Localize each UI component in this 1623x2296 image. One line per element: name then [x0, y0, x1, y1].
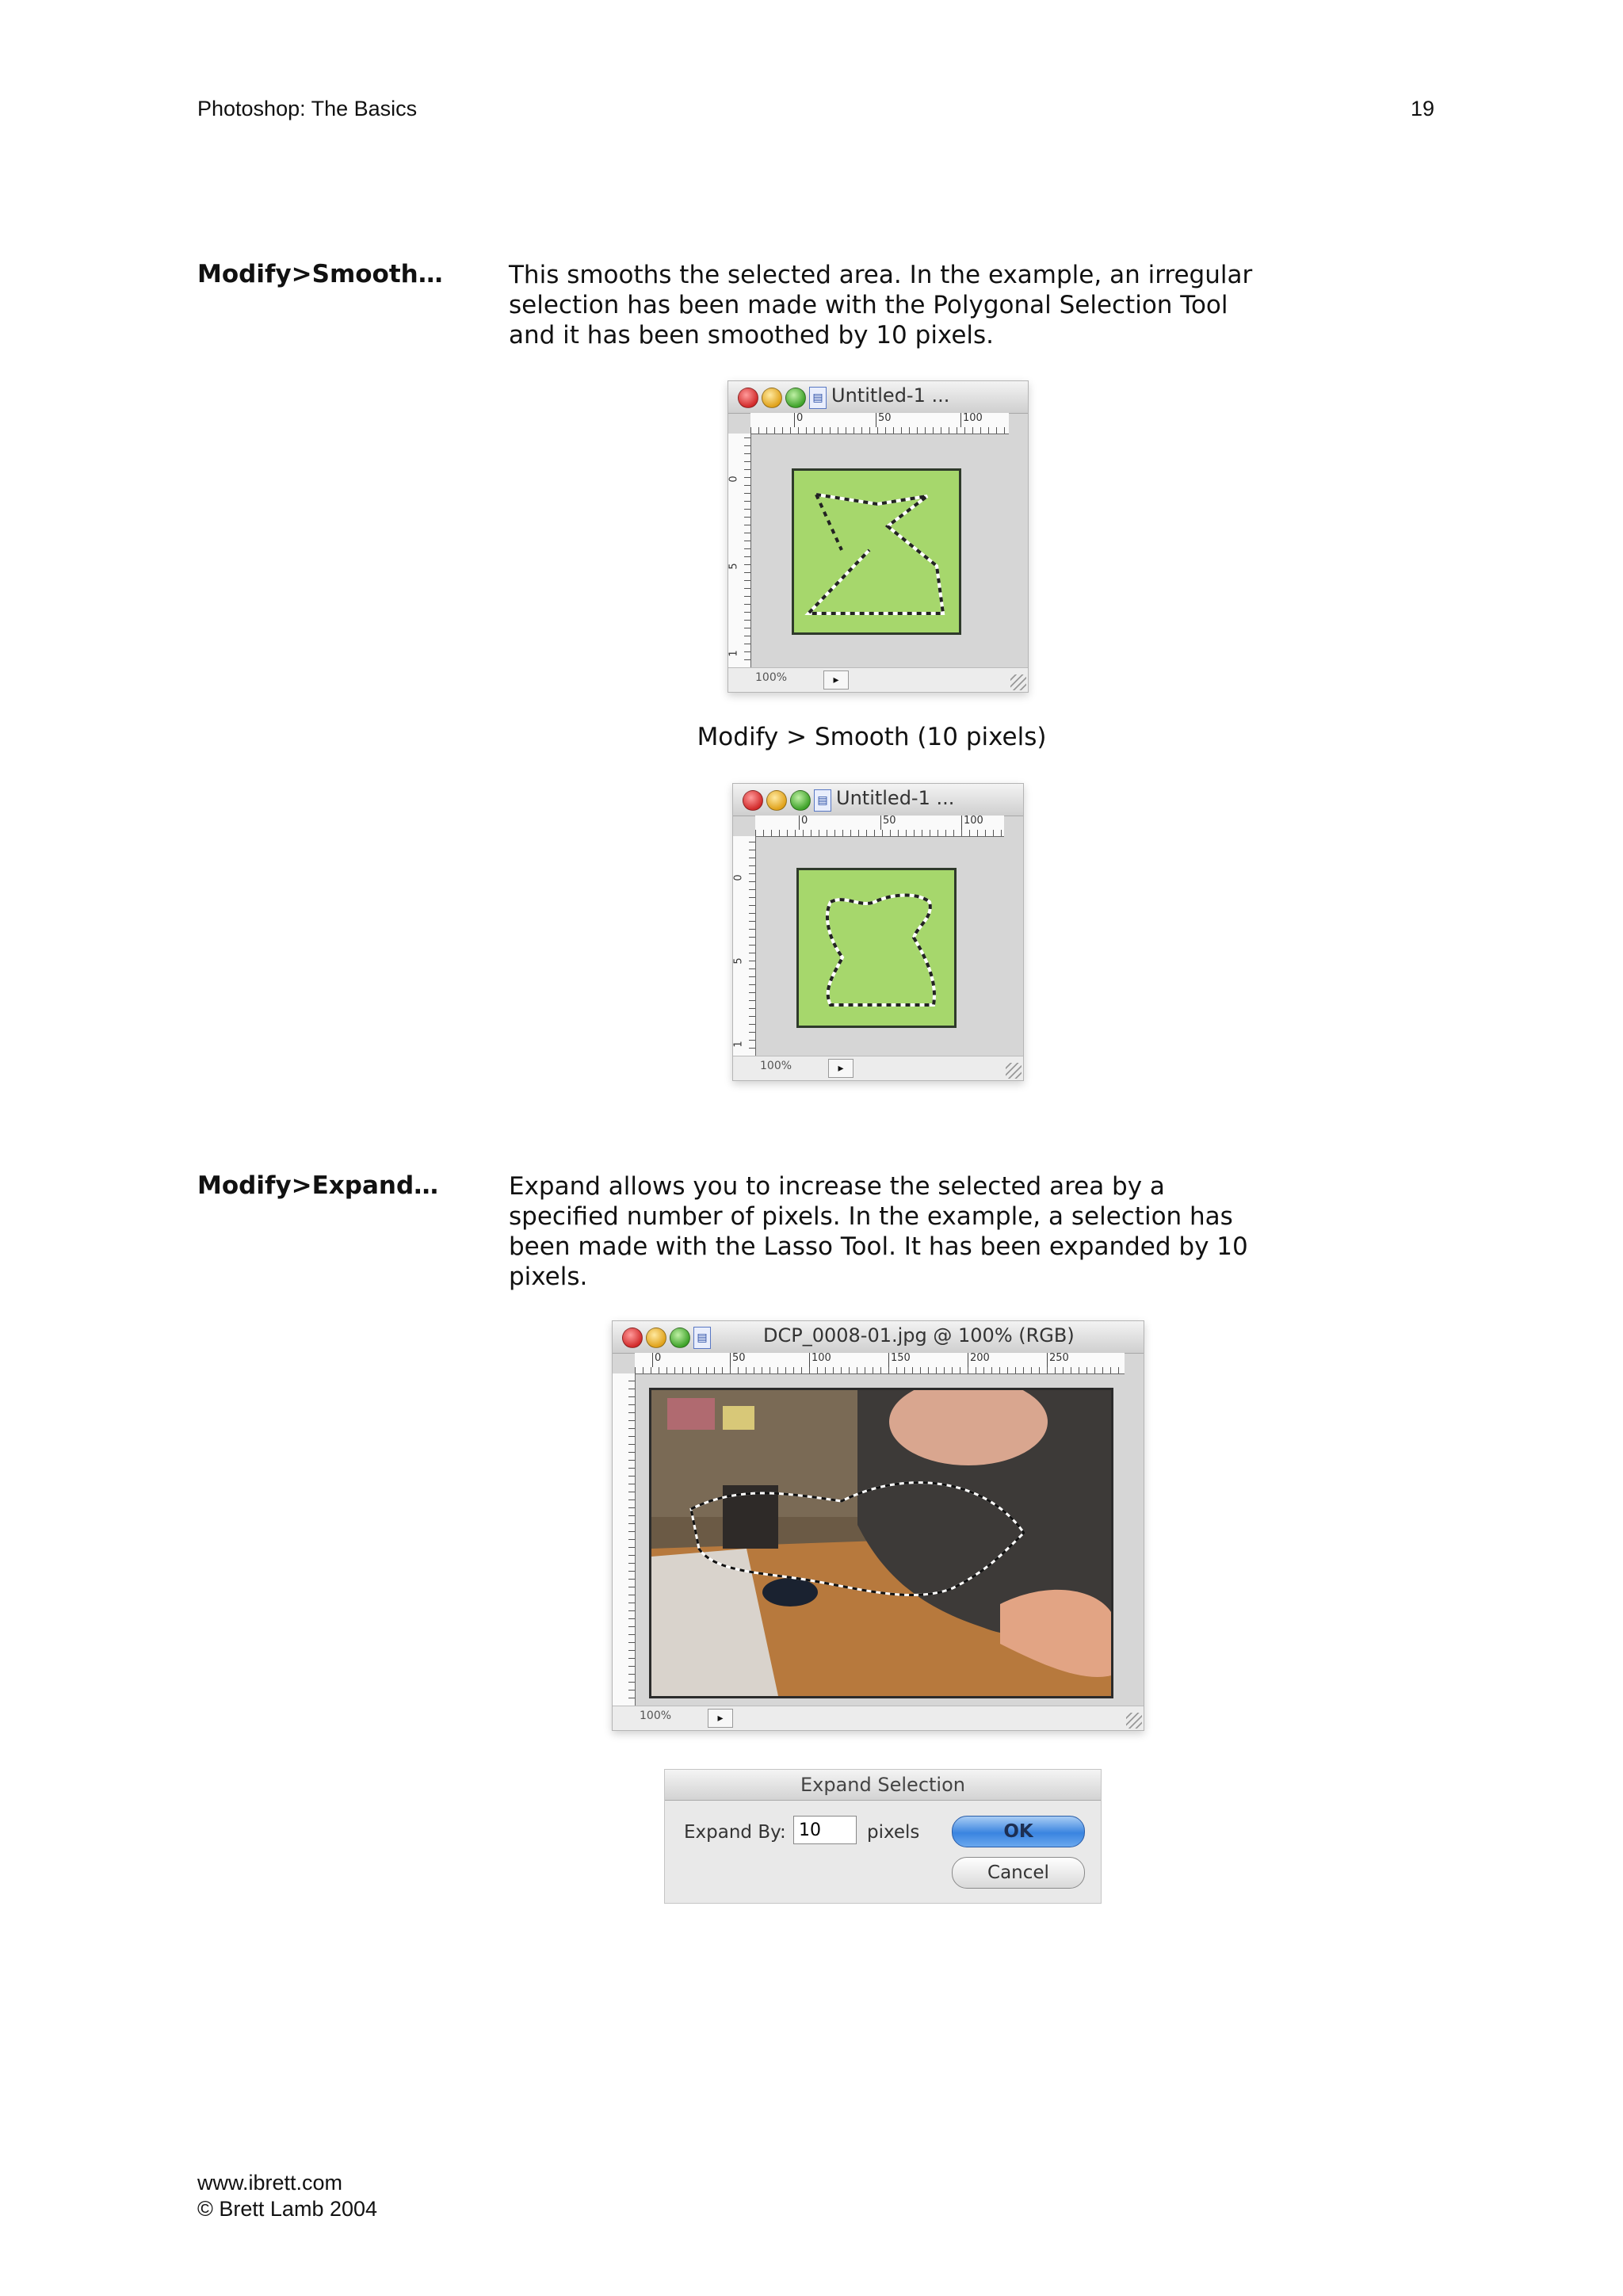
photoshop-window-photo [612, 1320, 1144, 1731]
status-bar [728, 667, 1028, 692]
document-icon: ▤ [814, 789, 831, 812]
dialog-title: Expand Selection [665, 1770, 1101, 1801]
ok-button[interactable]: OK [952, 1816, 1085, 1847]
window-titlebar[interactable] [728, 381, 1028, 414]
left-ruler: 0 5 1 [733, 836, 756, 1056]
zoom-level[interactable]: 100% [755, 671, 788, 684]
top-ruler: 0 50 100 [750, 413, 1009, 434]
minimize-button[interactable] [762, 388, 782, 408]
document-info-icon[interactable]: ▸ [828, 1059, 854, 1078]
status-bar [613, 1706, 1144, 1730]
window-titlebar[interactable] [613, 1321, 1144, 1354]
pixels-unit-label: pixels [867, 1822, 920, 1843]
minimize-button[interactable] [766, 790, 787, 811]
zoom-button[interactable] [790, 790, 811, 811]
photoshop-window-after [732, 783, 1024, 1081]
footer [197, 2170, 377, 2222]
document-info-icon[interactable]: ▸ [823, 670, 849, 690]
close-button[interactable] [743, 790, 763, 811]
green-canvas [792, 468, 961, 635]
green-canvas [796, 868, 957, 1028]
document-icon: ▤ [693, 1327, 711, 1349]
zoom-button[interactable] [785, 388, 806, 408]
zoom-button[interactable] [670, 1328, 690, 1348]
window-title: Untitled-1 ... [831, 384, 950, 407]
expand-heading: Modify>Expand… [197, 1171, 439, 1200]
page-number: 19 [1411, 97, 1435, 120]
top-ruler: 0 50 100 150 200 250 [635, 1353, 1125, 1374]
smoothed-selection [799, 870, 954, 1026]
top-ruler: 0 50 100 [755, 816, 1004, 837]
photo-image [651, 1390, 1111, 1696]
close-button[interactable] [738, 388, 758, 408]
cancel-button[interactable]: Cancel [952, 1857, 1085, 1889]
footer-website: www.ibrett.com [197, 2171, 343, 2195]
zoom-level[interactable]: 100% [760, 1060, 792, 1072]
zoom-level[interactable]: 100% [640, 1710, 672, 1722]
resize-grip-icon[interactable] [1006, 1063, 1022, 1079]
footer-copyright: © Brett Lamb 2004 [197, 2197, 378, 2221]
expand-by-input[interactable] [793, 1816, 857, 1844]
photo-canvas [649, 1388, 1113, 1698]
resize-grip-icon[interactable] [1126, 1713, 1142, 1729]
status-bar [733, 1056, 1023, 1080]
photoshop-window-before [727, 380, 1029, 693]
expand-body-text: Expand allows you to increase the selected area by a specified number of pixels. In the example, a selection has been made with the Lasso Tool. It has been expanded by 10 pixels. [509, 1172, 1248, 1291]
minimize-button[interactable] [646, 1328, 666, 1348]
polygonal-selection [794, 471, 959, 632]
expand-selection-dialog [664, 1769, 1102, 1904]
window-title: Untitled-1 ... [836, 787, 955, 809]
window-title: DCP_0008-01.jpg @ 100% (RGB) [763, 1324, 1075, 1347]
close-button[interactable] [622, 1328, 643, 1348]
resize-grip-icon[interactable] [1010, 674, 1026, 690]
window-titlebar[interactable] [733, 784, 1023, 816]
left-ruler: 0 5 1 [728, 434, 751, 668]
expand-by-label: Expand By: [684, 1822, 786, 1843]
running-header-title: Photoshop: The Basics [197, 97, 418, 120]
smooth-caption: Modify > Smooth (10 pixels) [697, 723, 1047, 751]
left-ruler [613, 1373, 636, 1706]
document-icon: ▤ [809, 387, 827, 409]
smooth-heading: Modify>Smooth… [197, 260, 443, 288]
document-info-icon[interactable]: ▸ [708, 1709, 733, 1728]
smooth-body-text: This smooths the selected area. In the example, an irregular selection has been made with the Polygonal Selection Tool and it has been smoothed by 10 pixels. [509, 261, 1253, 350]
